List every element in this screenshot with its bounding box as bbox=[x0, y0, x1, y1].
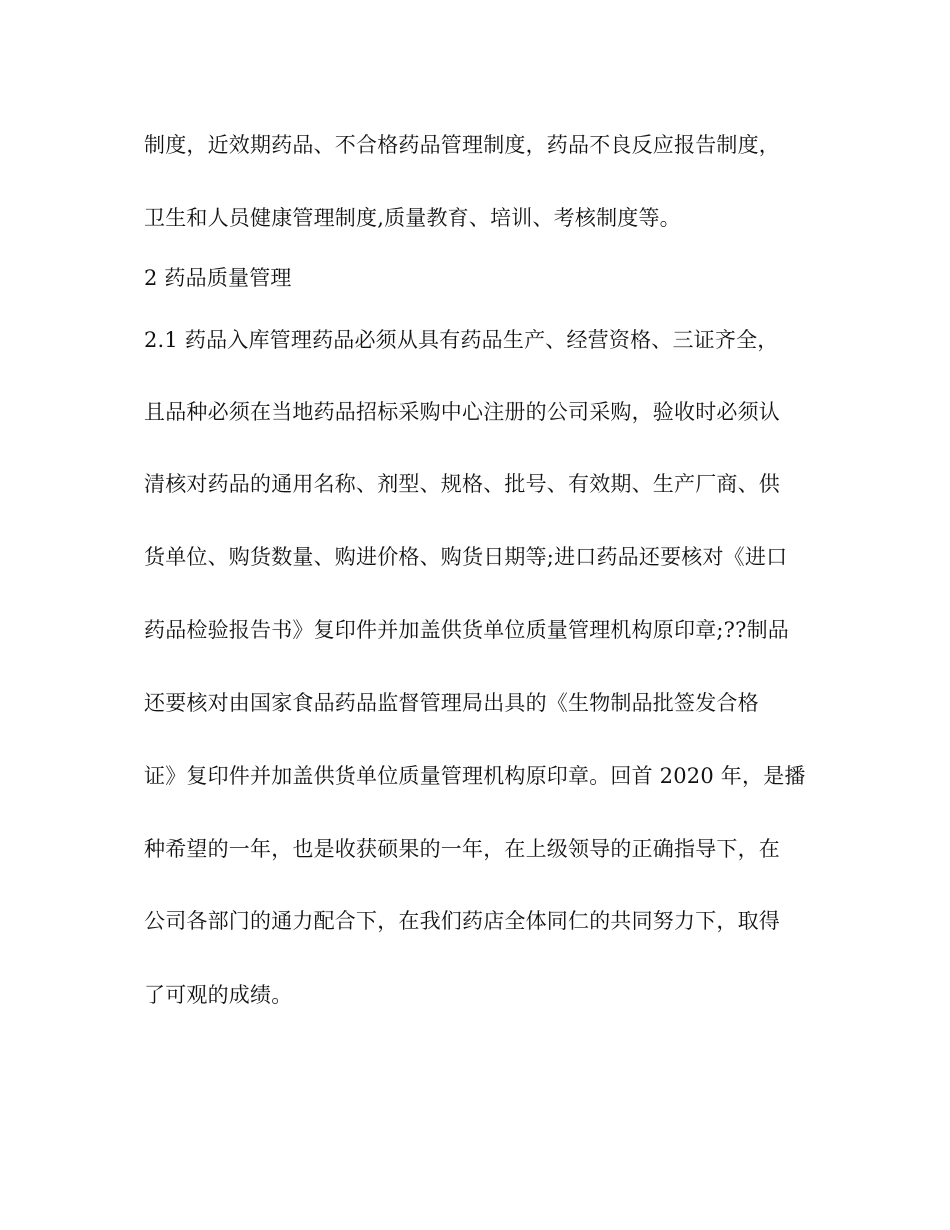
paragraph-line: 货单位、购货数量、购进价格、购货日期等;进口药品还要核对《进口 bbox=[144, 545, 788, 569]
paragraph-line: 药品检验报告书》复印件并加盖供货单位质量管理机构原印章;??制品 bbox=[144, 618, 789, 642]
section-heading: 2 药品质量管理 bbox=[144, 266, 292, 290]
paragraph-line: 制度，近效期药品、不合格药品管理制度，药品不良反应报告制度， bbox=[144, 133, 780, 157]
paragraph-line: 还要核对由国家食品药品监督管理局出具的《生物制品批签发合格 bbox=[144, 691, 759, 715]
paragraph-line: 卫生和人员健康管理制度,质量教育、培训、考核制度等。 bbox=[144, 206, 681, 230]
paragraph-line: 2.1 药品入库管理药品必须从具有药品生产、经营资格、三证齐全， bbox=[144, 328, 779, 352]
paragraph-line: 且品种必须在当地药品招标采购中心注册的公司采购，验收时必须认 bbox=[144, 400, 780, 424]
paragraph-line: 证》复印件并加盖供货单位质量管理机构原印章。回首 2020 年，是播 bbox=[144, 764, 806, 788]
paragraph-line: 种希望的一年，也是收获硕果的一年，在上级领导的正确指导下，在 bbox=[144, 837, 780, 861]
paragraph-line: 公司各部门的通力配合下，在我们药店全体同仁的共同努力下，取得 bbox=[144, 909, 780, 933]
paragraph-line: 清核对药品的通用名称、剂型、规格、批号、有效期、生产厂商、供 bbox=[144, 472, 780, 496]
paragraph-line: 了可观的成绩。 bbox=[144, 983, 293, 1007]
